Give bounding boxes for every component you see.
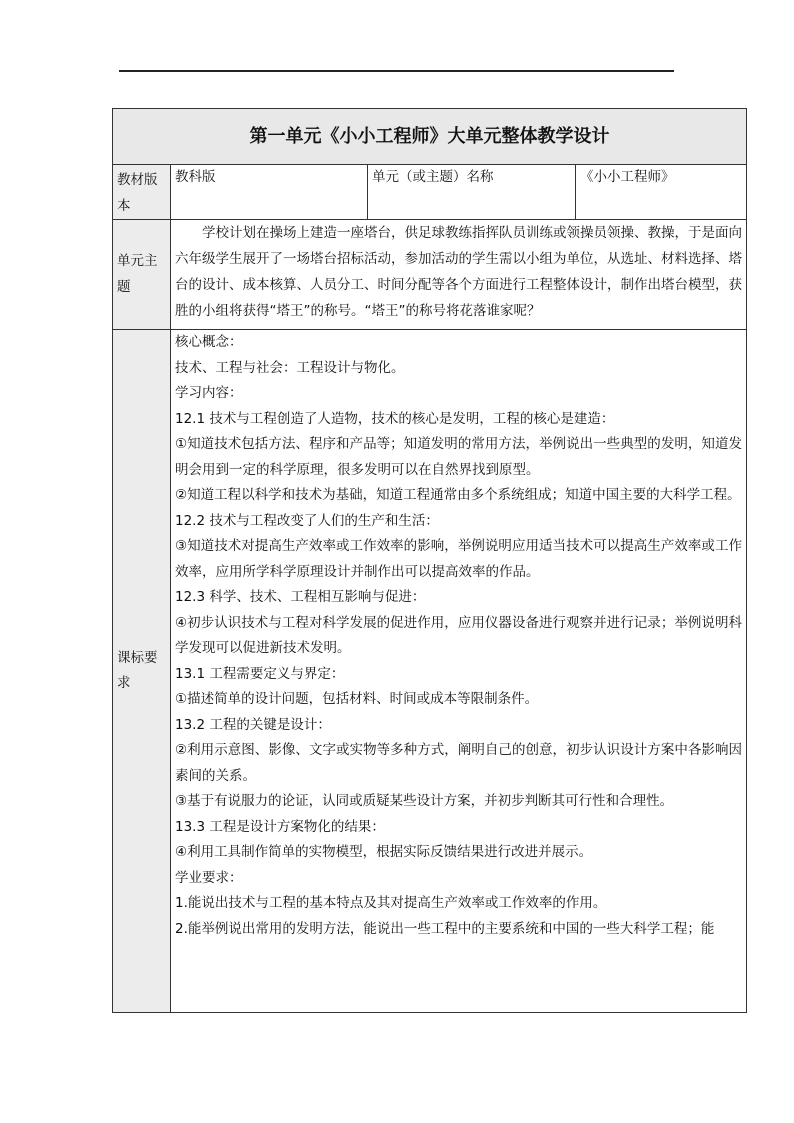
unit-name-label: 单元（或主题）名称 — [368, 165, 576, 220]
curriculum-standards-label: 课标要求 — [113, 330, 171, 1013]
unit-theme-label: 单元主题 — [113, 220, 171, 330]
lesson-plan-table — [112, 108, 747, 1013]
standards-line: ④初步认识技术与工程对科学发展的促进作用，应用仪器设备进行观察并进行记录；举例说明科学发现可以促进新技术发明。 — [175, 614, 742, 656]
standards-line: ③知道技术对提高生产效率或工作效率的影响，举例说明应用适当技术可以提高生产效率或工作效率，应用所学科学原理设计并制作出可以提高效率的作品。 — [175, 538, 742, 580]
standards-line: ①知道技术包括方法、程序和产品等；知道发明的常用方法，举例说出一些典型的发明，知道发明会用到一定的科学原理，很多发明可以在自然界找到原型。 — [175, 436, 742, 478]
textbook-version-value: 教科版 — [171, 165, 368, 220]
unit-theme-cell — [171, 220, 747, 330]
header-rule — [119, 70, 674, 72]
unit-name-value: 《小小工程师》 — [576, 165, 747, 220]
curriculum-standards-cell — [171, 330, 747, 1013]
standards-line: 13.3 工程是设计方案物化的结果： — [175, 818, 385, 835]
standards-line: 12.2 技术与工程改变了人们的生产和生活： — [175, 512, 439, 529]
standards-line: ④利用工具制作简单的实物模型，根据实际反馈结果进行改进并展示。 — [175, 844, 593, 860]
unit-theme-text: 学校计划在操场上建造一座塔台，供足球教练指挥队员训练或领操员领操、教操，于是面向六年级学生展开了一场塔台招标活动，参加活动的学生需以小组为单位，从选址、材料选择、塔台的设计、成本核算、人员分工、时间分配等各个方面进行工程整体设计，制作出塔台模型，获胜的小组将获得“塔王”的称号。“塔王”的称号将花落谁家呢？ — [175, 225, 742, 319]
standards-line: ③基于有说服力的论证，认同或质疑某些设计方案，并初步判断其可行性和合理性。 — [175, 793, 674, 809]
standards-line: ①描述简单的设计问题，包括材料、时间或成本等限制条件。 — [175, 691, 539, 707]
standards-line: 12.3 科学、技术、工程相互影响与促进： — [175, 589, 426, 605]
standards-line: 13.2 工程的关键是设计： — [175, 716, 331, 733]
standards-line: ②利用示意图、影像、文字或实物等多种方式，阐明自己的创意，初步认识设计方案中各影响因素间的关系。 — [175, 742, 742, 784]
standards-line: 13.1 工程需要定义与界定： — [175, 665, 345, 682]
standards-line: 12.1 技术与工程创造了人造物，技术的核心是发明，工程的核心是建造： — [175, 410, 615, 427]
standards-line: 学业要求： — [175, 869, 243, 886]
standards-line: 学习内容： — [175, 385, 243, 401]
standards-line: 2.能举例说出常用的发明方法，能说出一些工程中的主要系统和中国的一些大科学工程；能 — [175, 920, 715, 937]
standards-line: 1.能说出技术与工程的基本特点及其对提高生产效率或工作效率的作用。 — [175, 895, 607, 911]
standards-line: ②知道工程以科学和技术为基础，知道工程通常由多个系统组成；知道中国主要的大科学工程。 — [175, 487, 741, 503]
standards-line: 技术、工程与社会：工程设计与物化。 — [175, 359, 405, 376]
standards-line: 核心概念： — [175, 334, 243, 350]
textbook-version-label: 教材版本 — [113, 165, 171, 220]
page-title: 第一单元《小小工程师》大单元整体教学设计 — [113, 109, 747, 165]
